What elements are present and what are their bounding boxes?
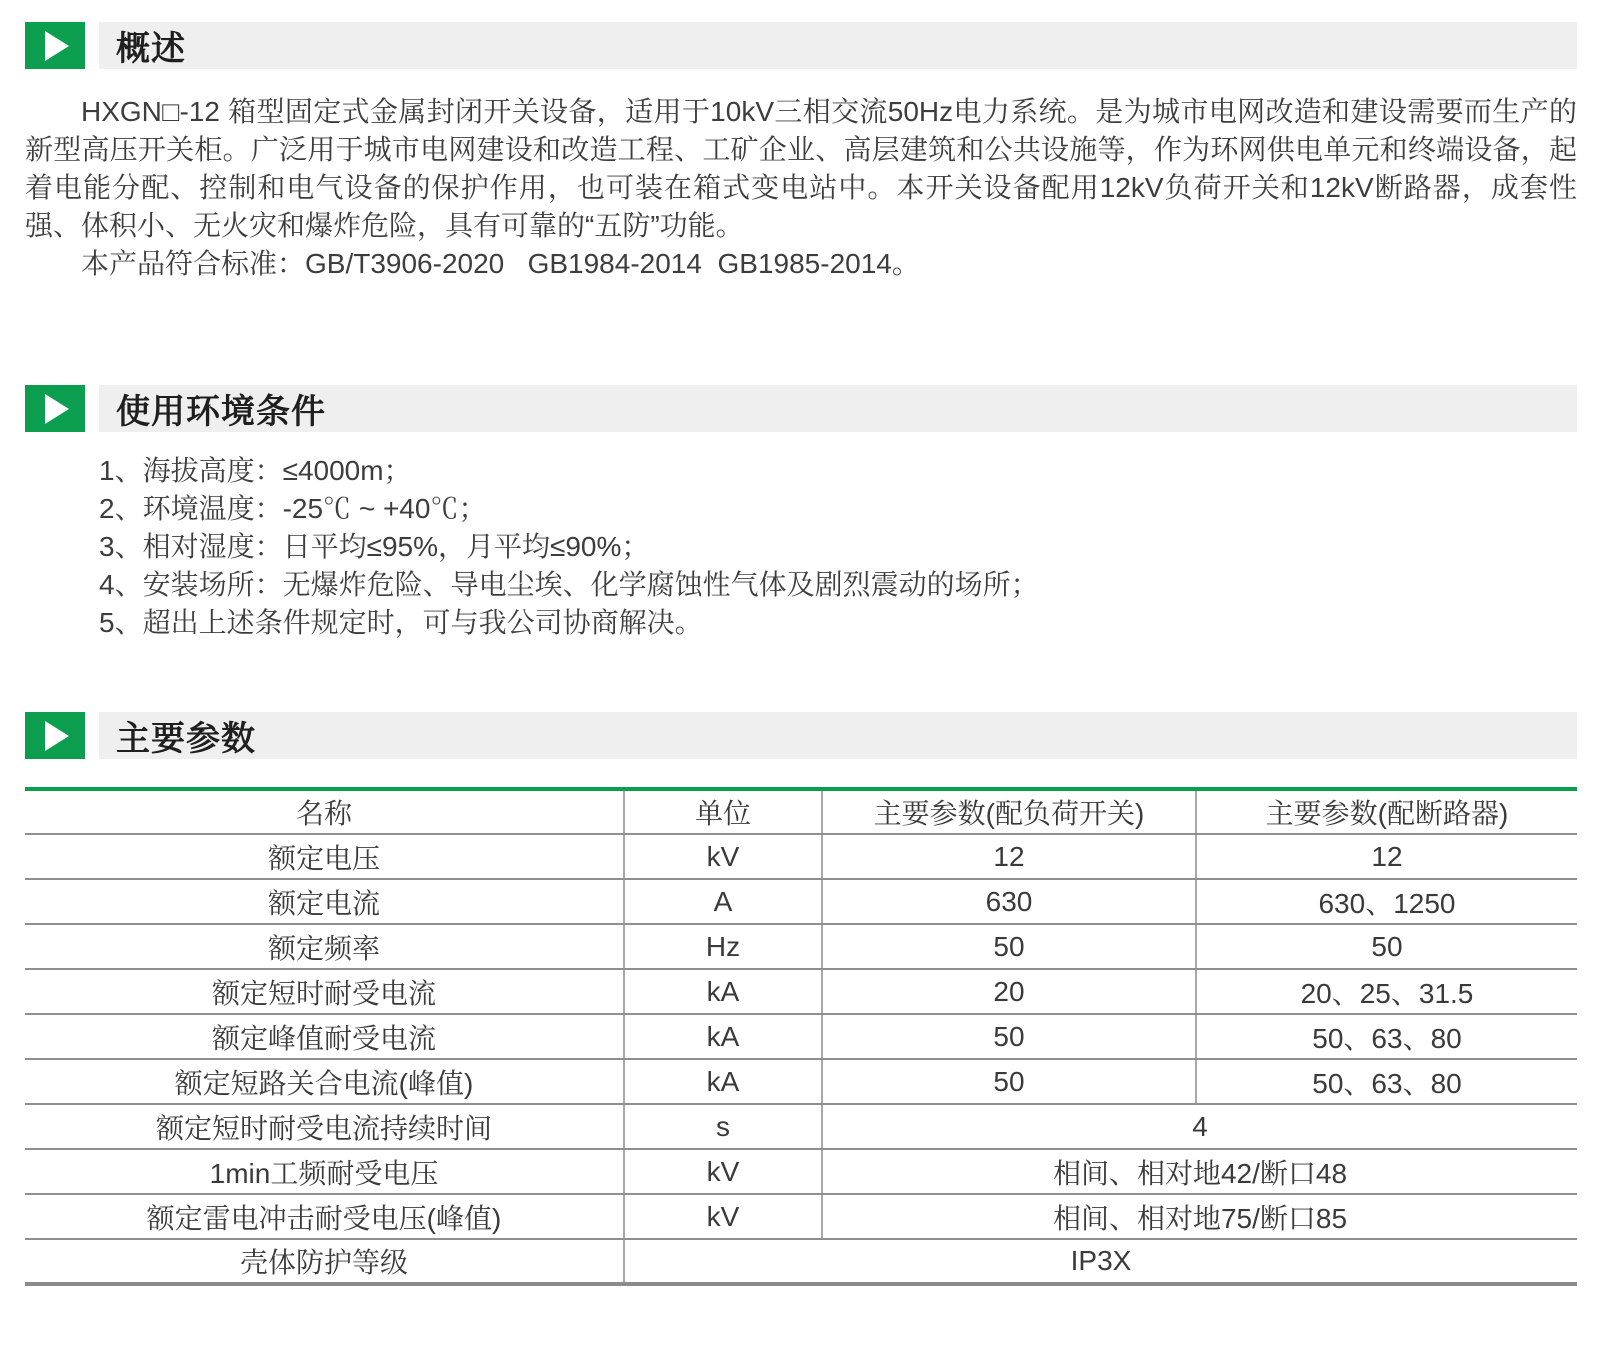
param-name: 额定短时耐受电流 bbox=[25, 969, 624, 1014]
table-row bbox=[25, 879, 1577, 924]
section-title-bar bbox=[99, 385, 1577, 432]
param-name: 1min工频耐受电压 bbox=[25, 1149, 624, 1194]
param-value-load-switch: 50 bbox=[822, 924, 1196, 969]
param-name: 壳体防护等级 bbox=[25, 1239, 624, 1284]
green-marker bbox=[25, 385, 85, 432]
param-value-breaker: 50 bbox=[1196, 924, 1577, 969]
table-row bbox=[25, 1014, 1577, 1059]
param-value-load-switch: 50 bbox=[822, 1014, 1196, 1059]
section-title-bar bbox=[99, 712, 1577, 759]
list-item: 1、海拔高度：≤4000m； bbox=[99, 455, 412, 486]
param-value-load-switch: 20 bbox=[822, 969, 1196, 1014]
section-header-environment bbox=[25, 385, 1577, 432]
param-unit: kV bbox=[624, 834, 822, 879]
param-value-breaker: 12 bbox=[1196, 834, 1577, 879]
parameters-table bbox=[25, 787, 1577, 1286]
param-unit: Hz bbox=[624, 924, 822, 969]
table-row bbox=[25, 834, 1577, 879]
table-row bbox=[25, 1104, 1577, 1149]
overview-paragraph: HXGN□-12 箱型固定式金属封闭开关设备，适用于10kV三相交流50Hz电力系统。是为城市电网改造和建设需要而生产的新型高压开关柜。广泛用于城市电网建设和改造工程、工矿企业、高层建筑和公共设施等，作为环网供电单元和终端设备，起着电能分配、控制和电气设备的保护作用，也可装在箱式变电站中。本开关设备配用12kV负荷开关和12kV断路器，成套性强、体积小、无火灾和爆炸危险，具有可靠的“五防”功能。 bbox=[25, 96, 1577, 241]
section-header-parameters bbox=[25, 712, 1577, 759]
section-title-environment: 使用环境条件 bbox=[116, 393, 326, 431]
section-title-parameters: 主要参数 bbox=[116, 720, 256, 758]
table-row bbox=[25, 1149, 1577, 1194]
param-unit: kV bbox=[624, 1149, 822, 1194]
param-unit: kA bbox=[624, 1059, 822, 1104]
param-unit: kV bbox=[624, 1194, 822, 1239]
param-unit: A bbox=[624, 879, 822, 924]
param-value-merged: 相间、相对地75/断口85 bbox=[822, 1194, 1577, 1239]
play-icon bbox=[45, 394, 69, 424]
param-value-merged: 4 bbox=[822, 1104, 1577, 1149]
param-value-merged: 相间、相对地42/断口48 bbox=[822, 1149, 1577, 1194]
param-name: 额定雷电冲击耐受电压(峰值) bbox=[25, 1194, 624, 1239]
col-header-load-switch: 主要参数(配负荷开关) bbox=[822, 789, 1196, 834]
table-row bbox=[25, 969, 1577, 1014]
play-icon bbox=[45, 721, 69, 751]
list-item: 4、安装场所：无爆炸危险、导电尘埃、化学腐蚀性气体及剧烈震动的场所； bbox=[99, 569, 1039, 600]
param-value-breaker: 630、1250 bbox=[1196, 879, 1577, 924]
section-header-overview bbox=[25, 22, 1577, 69]
table-header-row bbox=[25, 789, 1577, 834]
table-row bbox=[25, 924, 1577, 969]
section-title-overview: 概述 bbox=[116, 30, 186, 68]
param-value-breaker: 50、63、80 bbox=[1196, 1059, 1577, 1104]
param-name: 额定峰值耐受电流 bbox=[25, 1014, 624, 1059]
param-unit: kA bbox=[624, 1014, 822, 1059]
col-header-unit: 单位 bbox=[624, 789, 822, 834]
datasheet-page bbox=[0, 22, 1600, 1352]
table-row bbox=[25, 1239, 1577, 1284]
standards-paragraph: 本产品符合标准：GB/T3906-2020 GB1984-2014 GB1985-2014。 bbox=[81, 248, 920, 279]
list-item: 3、相对湿度：日平均≤95%，月平均≤90%； bbox=[99, 531, 650, 562]
section-title-bar bbox=[99, 22, 1577, 69]
param-name: 额定电流 bbox=[25, 879, 624, 924]
param-value-merged: IP3X bbox=[624, 1239, 1577, 1284]
param-name: 额定短路关合电流(峰值) bbox=[25, 1059, 624, 1104]
list-item: 2、环境温度：-25℃ ~ +40℃； bbox=[99, 493, 487, 524]
col-header-name: 名称 bbox=[25, 789, 624, 834]
param-name: 额定频率 bbox=[25, 924, 624, 969]
param-value-load-switch: 630 bbox=[822, 879, 1196, 924]
play-icon bbox=[45, 31, 69, 61]
param-name: 额定短时耐受电流持续时间 bbox=[25, 1104, 624, 1149]
table-row bbox=[25, 1059, 1577, 1104]
col-header-breaker: 主要参数(配断路器) bbox=[1196, 789, 1577, 834]
param-name: 额定电压 bbox=[25, 834, 624, 879]
param-unit: s bbox=[624, 1104, 822, 1149]
environment-conditions-list bbox=[25, 452, 1577, 642]
table-row bbox=[25, 1194, 1577, 1239]
green-marker bbox=[25, 712, 85, 759]
param-value-breaker: 20、25、31.5 bbox=[1196, 969, 1577, 1014]
overview-text-block bbox=[25, 93, 1577, 283]
list-item: 5、超出上述条件规定时，可与我公司协商解决。 bbox=[99, 607, 703, 638]
param-value-load-switch: 50 bbox=[822, 1059, 1196, 1104]
param-value-load-switch: 12 bbox=[822, 834, 1196, 879]
param-unit: kA bbox=[624, 969, 822, 1014]
param-value-breaker: 50、63、80 bbox=[1196, 1014, 1577, 1059]
green-marker bbox=[25, 22, 85, 69]
